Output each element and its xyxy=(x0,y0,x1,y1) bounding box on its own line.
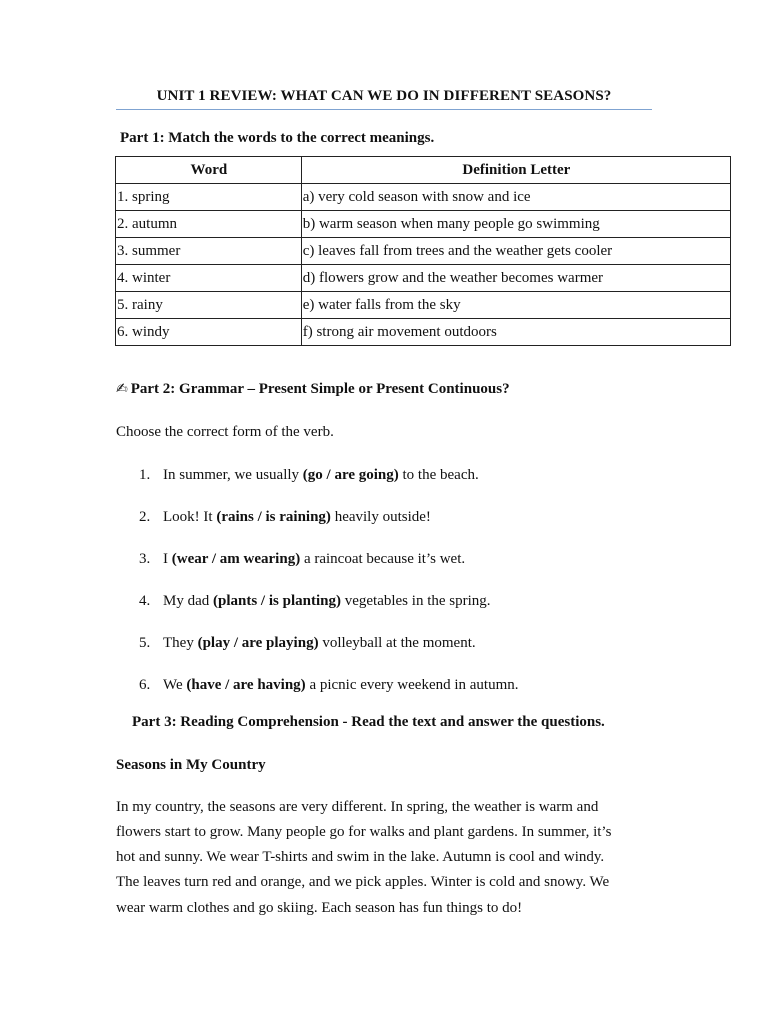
word-cell: 4. winter xyxy=(116,265,302,292)
table-header-row xyxy=(116,157,731,184)
question-text-before: My dad xyxy=(163,593,213,609)
question-text-before: We xyxy=(163,677,187,693)
verb-choice: (go / are going) xyxy=(302,467,399,483)
verb-choice: (wear / am wearing) xyxy=(171,551,301,567)
reading-title: Seasons in My Country xyxy=(116,757,266,773)
definition-cell: d) flowers grow and the weather becomes warmer xyxy=(301,265,730,292)
question-number: 6. xyxy=(139,677,151,693)
question-text-after: vegetables in the spring. xyxy=(340,593,491,609)
word-cell: 2. autumn xyxy=(116,211,302,238)
definition-cell: b) warm season when many people go swimming xyxy=(301,211,730,238)
grammar-question xyxy=(139,509,431,526)
question-text-after: to the beach. xyxy=(398,467,479,483)
grammar-question xyxy=(139,593,491,610)
table-row xyxy=(116,211,731,238)
question-text-before: Look! It xyxy=(163,509,217,525)
matching-table xyxy=(115,156,731,346)
part2-instruction: Choose the correct form of the verb. xyxy=(116,424,334,440)
grammar-question xyxy=(139,677,519,694)
word-cell: 1. spring xyxy=(116,184,302,211)
definition-cell: f) strong air movement outdoors xyxy=(301,319,730,346)
column-header-definition: Definition Letter xyxy=(301,157,730,184)
reading-text-line: The leaves turn red and orange, and we pick apples. Winter is cold and snowy. We xyxy=(116,874,610,890)
part1-heading: Part 1: Match the words to the correct meanings. xyxy=(120,130,435,146)
question-number: 1. xyxy=(139,467,151,483)
question-text-after: volleyball at the moment. xyxy=(318,635,476,651)
page-title: UNIT 1 REVIEW: WHAT CAN WE DO IN DIFFERENT SEASONS? xyxy=(156,88,612,104)
reading-text-line: hot and sunny. We wear T-shirts and swim in the lake. Autumn is cool and windy. xyxy=(116,849,605,865)
grammar-question xyxy=(139,467,479,484)
grammar-question xyxy=(139,551,465,568)
part2-heading xyxy=(116,381,510,398)
word-cell: 6. windy xyxy=(116,319,302,346)
verb-choice: (play / are playing) xyxy=(197,635,319,651)
definition-cell: e) water falls from the sky xyxy=(301,292,730,319)
verb-choice: (have / are having) xyxy=(186,677,306,693)
column-header-word: Word xyxy=(116,157,302,184)
table-row xyxy=(116,265,731,292)
title-underline xyxy=(116,109,652,110)
grammar-question xyxy=(139,635,476,652)
part3-heading: Part 3: Reading Comprehension - Read the text and answer the questions. xyxy=(132,714,605,730)
question-text-before: They xyxy=(163,635,198,651)
reading-text-line: flowers start to grow. Many people go for walks and plant gardens. In summer, it’s xyxy=(116,824,612,840)
reading-text-line: In my country, the seasons are very different. In spring, the weather is warm and xyxy=(116,799,599,815)
verb-choice: (plants / is planting) xyxy=(213,593,341,609)
verb-choice: (rains / is raining) xyxy=(216,509,331,525)
question-number: 5. xyxy=(139,635,151,651)
table-row xyxy=(116,238,731,265)
part2-heading-text: Part 2: Grammar – Present Simple or Present Continuous? xyxy=(130,381,510,397)
writing-hand-icon: ✍ xyxy=(116,381,128,397)
word-cell: 5. rainy xyxy=(116,292,302,319)
table-row xyxy=(116,292,731,319)
definition-cell: c) leaves fall from trees and the weather gets cooler xyxy=(301,238,730,265)
question-text-before: I xyxy=(163,551,172,567)
question-number: 2. xyxy=(139,509,151,525)
table-row xyxy=(116,184,731,211)
question-text-before: In summer, we usually xyxy=(163,467,303,483)
question-text-after: a picnic every weekend in autumn. xyxy=(305,677,519,693)
word-cell: 3. summer xyxy=(116,238,302,265)
definition-cell: a) very cold season with snow and ice xyxy=(301,184,730,211)
question-number: 4. xyxy=(139,593,151,609)
question-number: 3. xyxy=(139,551,151,567)
question-text-after: heavily outside! xyxy=(330,509,431,525)
question-text-after: a raincoat because it’s wet. xyxy=(300,551,466,567)
reading-text-line: wear warm clothes and go skiing. Each season has fun things to do! xyxy=(116,900,523,916)
table-row xyxy=(116,319,731,346)
